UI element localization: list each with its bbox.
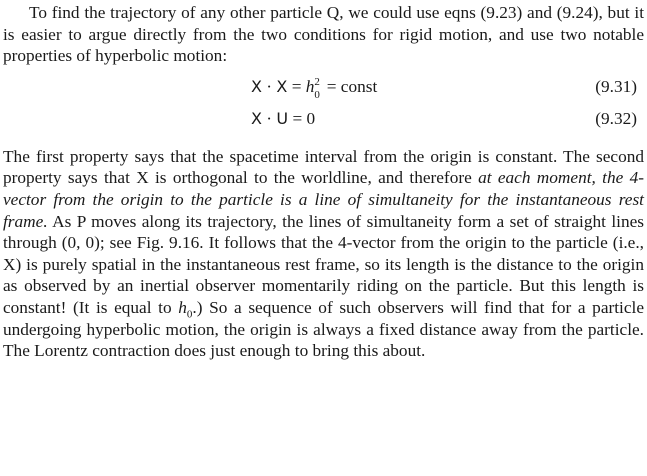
equation-number: (9.32): [595, 108, 637, 128]
body-text-2: As P moves along its trajectory, the lines of simultaneity form a set of straight lines through (0, 0); see Fig. 9.16. It follows that the 4-vector from the origin to the particle (i.e., X) is purely spatial in the instantaneous rest frame, so its length is the distance to the origin as observed by an inertial observer momentarily riding on the particle. But this length is constant! (It is equal to: [3, 211, 644, 317]
body-h: h: [178, 297, 187, 317]
eq-symbol-x: X: [251, 76, 262, 96]
eq-rhs: = 0: [292, 108, 316, 128]
body-paragraph: [3, 146, 644, 362]
eq-scripts: [314, 75, 322, 101]
equation-block: [3, 73, 644, 143]
eq-superscript: 2: [314, 75, 320, 88]
eq-symbol-x: X: [251, 108, 262, 128]
equation-number: (9.31): [595, 76, 637, 96]
intro-text: To find the trajectory of any other particle Q, we could use eqns (9.23) and (9.24), but it is easier to argue directly from the two conditions for rigid motion, and use two notable properties of hyperbolic motion:: [3, 3, 644, 66]
equation-expression: [251, 109, 315, 129]
eq-symbol-x: X: [276, 76, 288, 96]
eq-subscript: 0: [314, 88, 320, 101]
body-h-subscript: 0: [186, 308, 193, 321]
eq-symbol-h: h: [305, 76, 315, 96]
eq-symbol-u: U: [276, 108, 289, 128]
body-text-1: The first property says that the spacetime interval from the origin is constant. The second property says that X is orthogonal to the worldline, and therefore: [3, 146, 644, 188]
eq-rhs: = const: [326, 76, 378, 96]
equation-9-32: [3, 109, 644, 135]
eq-dot: ·: [266, 108, 273, 128]
intro-paragraph: [3, 2, 644, 67]
equation-9-31: [3, 77, 644, 103]
equation-expression: [251, 75, 378, 101]
eq-equals: =: [291, 76, 302, 96]
body-emphasis: at each moment, the 4-vector from the origin to the particle is a line of simultaneity for the instantaneous rest frame.: [3, 168, 644, 231]
eq-dot: ·: [266, 76, 273, 96]
page: [3, 2, 644, 362]
body-text-3: .) So a sequence of such observers will find that for a particle undergoing hyperbolic motion, the origin is always a fixed distance away from the particle. The Lorentz contraction does just enough to bring this about.: [3, 297, 644, 361]
